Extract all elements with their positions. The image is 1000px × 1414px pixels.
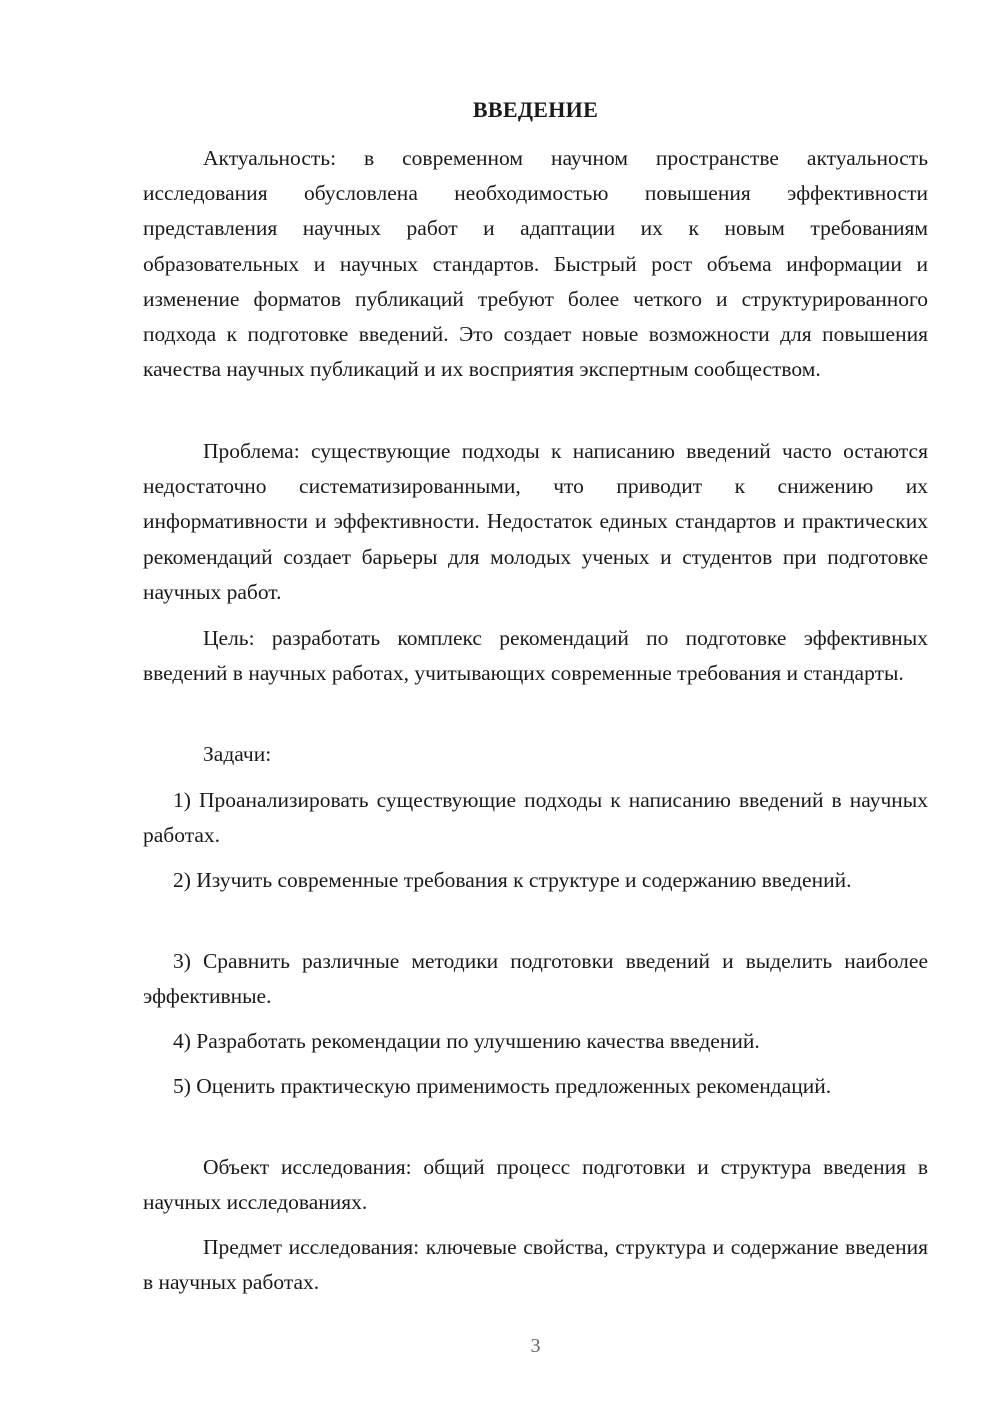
document-page (143, 0, 928, 1414)
object-paragraph: Объект исследования: общий процесс подготовки и структура введения в научных исследованиях. (143, 1155, 928, 1215)
task-item-1: 1) Проанализировать существующие подходы к написанию введений в научных работах. (143, 788, 928, 848)
task-item-5: 5) Оценить практическую применимость предложенных рекомендаций. (173, 1074, 832, 1098)
tasks-label: Задачи: (203, 742, 272, 766)
problem-paragraph: Проблема: существующие подходы к написанию введений часто остаются недостаточно систематизированными, что приводит к снижению их информативности и эффективности. Недостаток единых стандартов и практических рекомендаций создает барьеры для молодых ученых и студентов при подготовке научных работ. (143, 439, 928, 604)
task-item-2: 2) Изучить современные требования к структуре и содержанию введений. (173, 868, 852, 892)
goal-paragraph: Цель: разработать комплекс рекомендаций по подготовке эффективных введений в научных работах, учитывающих современные требования и стандарты. (143, 626, 928, 686)
page-title: ВВЕДЕНИЕ (472, 97, 599, 122)
relevance-paragraph: Актуальность: в современном научном пространстве актуальность исследования обусловлена необходимостью повышения эффективности представления научных работ и адаптации их к новым требованиям образовательных и научных стандартов. Быстрый рост объема информации и изменение форматов публикаций требуют более четкого и структурированного подхода к подготовке введений. Это создает новые возможности для повышения качества научных публикаций и их восприятия экспертным сообществом. (143, 146, 928, 382)
page-number: 3 (530, 1335, 541, 1357)
subject-paragraph: Предмет исследования: ключевые свойства, структура и содержание введения в научных работах. (143, 1235, 928, 1295)
task-item-4: 4) Разработать рекомендации по улучшению качества введений. (173, 1029, 760, 1053)
task-item-3: 3) Сравнить различные методики подготовки введений и выделить наиболее эффективные. (143, 949, 928, 1009)
